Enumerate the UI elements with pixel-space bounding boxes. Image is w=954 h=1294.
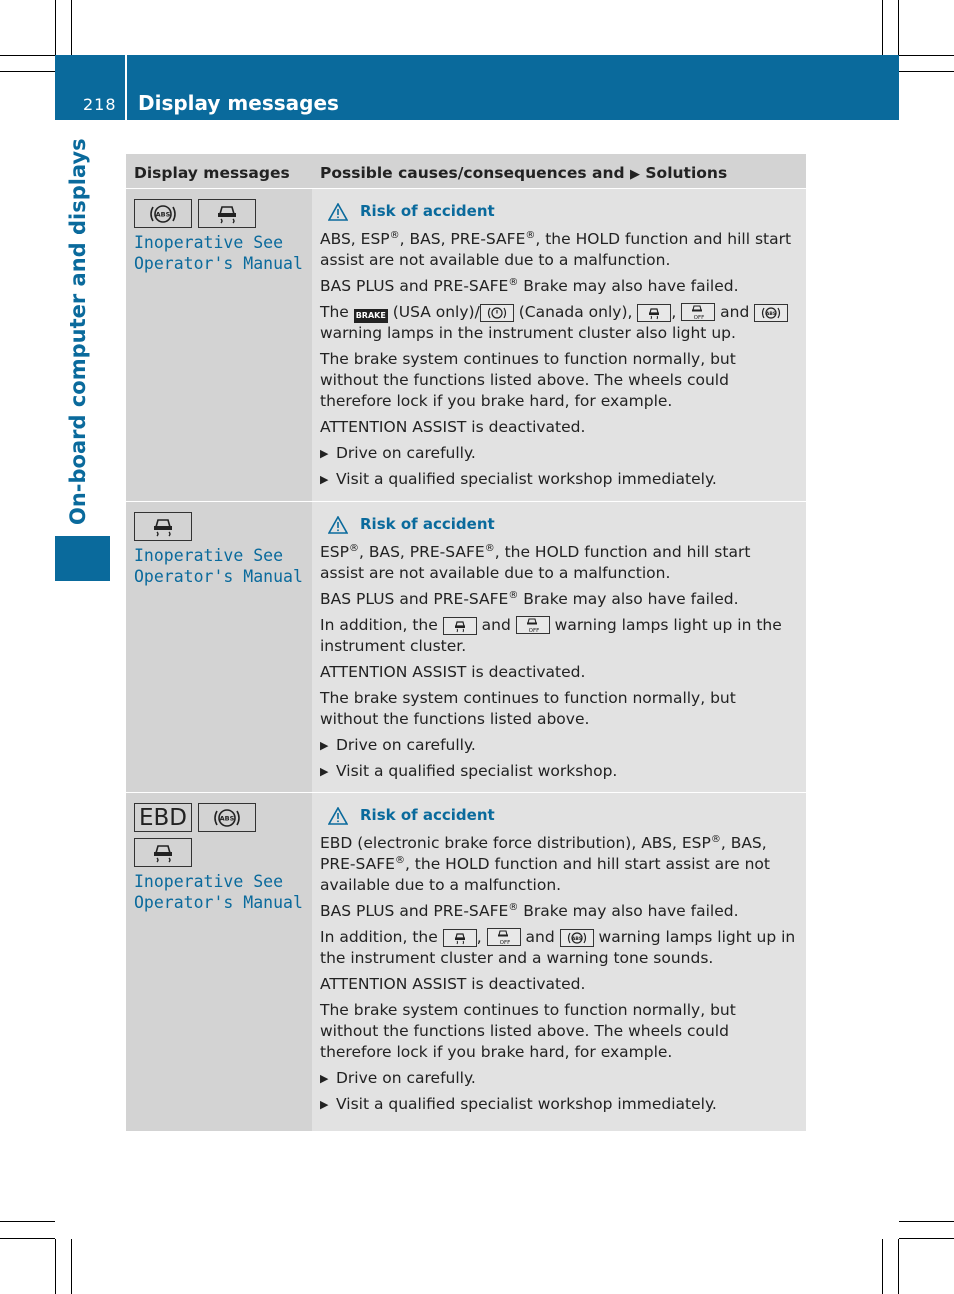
section-title: On-board computer and displays bbox=[66, 138, 90, 525]
crop-mark bbox=[882, 1239, 883, 1294]
column-header-display-messages: Display messages bbox=[134, 164, 290, 182]
paragraph: The brake system continues to function normally, but without the functions listed above. bbox=[320, 689, 736, 728]
display-text-line2: Operator's Manual bbox=[134, 567, 303, 586]
abs-icon bbox=[560, 929, 594, 947]
paragraph: The brake system continues to function normally, but without the functions listed above. The wheels could therefore lock if you brake hard, for example. bbox=[320, 350, 736, 410]
paragraph: ATTENTION ASSIST is deactivated. bbox=[320, 975, 586, 993]
bullet-arrow-icon: ▶ bbox=[320, 1072, 329, 1085]
paragraph: ATTENTION ASSIST is deactivated. bbox=[320, 663, 586, 681]
section-marker bbox=[55, 536, 110, 581]
action-item: ▶ Visit a qualified specialist workshop. bbox=[320, 762, 618, 780]
action-item: ▶ Visit a qualified specialist workshop immediately. bbox=[320, 1095, 717, 1113]
svg-text:OFF: OFF bbox=[528, 628, 540, 633]
risk-warning: Risk of accident bbox=[328, 805, 798, 826]
risk-warning: Risk of accident bbox=[328, 201, 798, 222]
esp-off-icon bbox=[681, 303, 715, 321]
crop-mark bbox=[0, 71, 55, 72]
abs-icon bbox=[754, 304, 788, 322]
svg-text:ABS: ABS bbox=[155, 210, 171, 218]
abs-icon bbox=[134, 199, 192, 228]
paragraph: ABS, ESP®, BAS, PRE-SAFE®, the HOLD function and hill start assist are not available due to a malfunction. bbox=[320, 229, 792, 269]
display-message-cell bbox=[126, 189, 312, 501]
crop-mark bbox=[899, 71, 954, 72]
svg-text:ABS: ABS bbox=[766, 311, 777, 317]
brake-icon: BRAKE bbox=[354, 309, 388, 323]
header-divider bbox=[125, 55, 127, 120]
table-row bbox=[126, 188, 806, 501]
paragraph: BAS PLUS and PRE-SAFE® Brake may also have failed. bbox=[320, 901, 739, 920]
display-text-line2: Operator's Manual bbox=[134, 893, 303, 912]
svg-text:ABS: ABS bbox=[571, 936, 582, 942]
paragraph: In addition, the and OFF warning lamps light up in the instrument cluster. bbox=[320, 616, 782, 655]
action-item: ▶ Visit a qualified specialist workshop immediately. bbox=[320, 470, 717, 488]
paragraph: In addition, the , OFF and ABS warning lamps light up in the instrument cluster and a warning tone sounds. bbox=[320, 928, 796, 967]
page-header bbox=[55, 55, 899, 120]
paragraph: ATTENTION ASSIST is deactivated. bbox=[320, 418, 586, 436]
esp-icon bbox=[134, 838, 192, 867]
bullet-arrow-icon: ▶ bbox=[320, 765, 329, 778]
display-message-cell bbox=[126, 502, 312, 792]
bullet-arrow-icon: ▶ bbox=[320, 739, 329, 752]
action-item: ▶ Drive on carefully. bbox=[320, 736, 476, 754]
table-row bbox=[126, 792, 806, 1131]
esp-off-icon bbox=[516, 616, 550, 634]
paragraph: BAS PLUS and PRE-SAFE® Brake may also have failed. bbox=[320, 589, 739, 608]
display-messages-table bbox=[126, 154, 806, 1131]
svg-text:ABS: ABS bbox=[219, 814, 235, 822]
crop-mark bbox=[899, 1221, 954, 1222]
bullet-arrow-icon: ▶ bbox=[320, 1098, 329, 1111]
bullet-arrow-icon: ▶ bbox=[320, 447, 329, 460]
esp-icon bbox=[134, 512, 192, 541]
svg-text:OFF: OFF bbox=[499, 940, 510, 945]
column-header-causes: Possible causes/consequences and ▶ Solutions bbox=[320, 164, 728, 182]
crop-mark bbox=[71, 1239, 72, 1294]
paragraph: The brake system continues to function normally, but without the functions listed above. The wheels could therefore lock if you brake hard, for example. bbox=[320, 1001, 736, 1061]
causes-cell bbox=[312, 189, 806, 501]
crop-mark bbox=[899, 55, 954, 56]
display-text-line1: Inoperative See bbox=[134, 233, 284, 252]
crop-mark bbox=[0, 1221, 55, 1222]
esp-icon bbox=[443, 617, 477, 635]
crop-mark bbox=[0, 1238, 55, 1239]
table-row bbox=[126, 501, 806, 792]
display-text-line2: Operator's Manual bbox=[134, 254, 303, 273]
warning-triangle-icon bbox=[328, 203, 348, 221]
esp-icon bbox=[198, 199, 256, 228]
page-title: Display messages bbox=[138, 91, 339, 115]
paragraph: EBD (electronic brake force distribution), ABS, ESP®, BAS, PRE-SAFE®, the HOLD function and hill start assist are not available due to a malfunction. bbox=[320, 833, 770, 894]
esp-off-icon bbox=[487, 928, 521, 946]
esp-icon bbox=[443, 929, 477, 947]
warning-triangle-icon bbox=[328, 516, 348, 534]
abs-icon bbox=[198, 803, 256, 832]
paragraph: ESP®, BAS, PRE-SAFE®, the HOLD function and hill start assist are not available due to a malfunction. bbox=[320, 542, 751, 582]
display-text-line1: Inoperative See bbox=[134, 872, 284, 891]
paragraph: The BRAKE (USA only)/ (Canada only), , OFF and ABS warning lamps in the instrument cluster also light up. bbox=[320, 302, 798, 344]
svg-text:OFF: OFF bbox=[693, 315, 705, 320]
ebd-icon: EBD bbox=[134, 803, 192, 832]
esp-icon bbox=[637, 304, 671, 322]
action-item: ▶ Drive on carefully. bbox=[320, 1069, 476, 1087]
warning-triangle-icon bbox=[328, 807, 348, 825]
display-message-cell bbox=[126, 793, 312, 1131]
arrow-icon: ▶ bbox=[630, 167, 640, 182]
paragraph: BAS PLUS and PRE-SAFE® Brake may also have failed. bbox=[320, 276, 739, 295]
crop-mark bbox=[898, 1239, 899, 1294]
bullet-arrow-icon: ▶ bbox=[320, 473, 329, 486]
crop-mark bbox=[882, 0, 883, 55]
risk-warning: Risk of accident bbox=[328, 514, 798, 535]
brake-warning-icon bbox=[480, 304, 514, 322]
display-text-line1: Inoperative See bbox=[134, 546, 284, 565]
crop-mark bbox=[55, 1239, 56, 1294]
action-item: ▶ Drive on carefully. bbox=[320, 444, 476, 462]
page-number: 218 bbox=[83, 95, 117, 114]
causes-cell bbox=[312, 502, 806, 792]
crop-mark bbox=[898, 0, 899, 55]
crop-mark bbox=[899, 1238, 954, 1239]
table-header bbox=[126, 154, 806, 188]
crop-mark bbox=[71, 0, 72, 55]
crop-mark bbox=[0, 55, 55, 56]
causes-cell bbox=[312, 793, 806, 1131]
crop-mark bbox=[55, 0, 56, 55]
